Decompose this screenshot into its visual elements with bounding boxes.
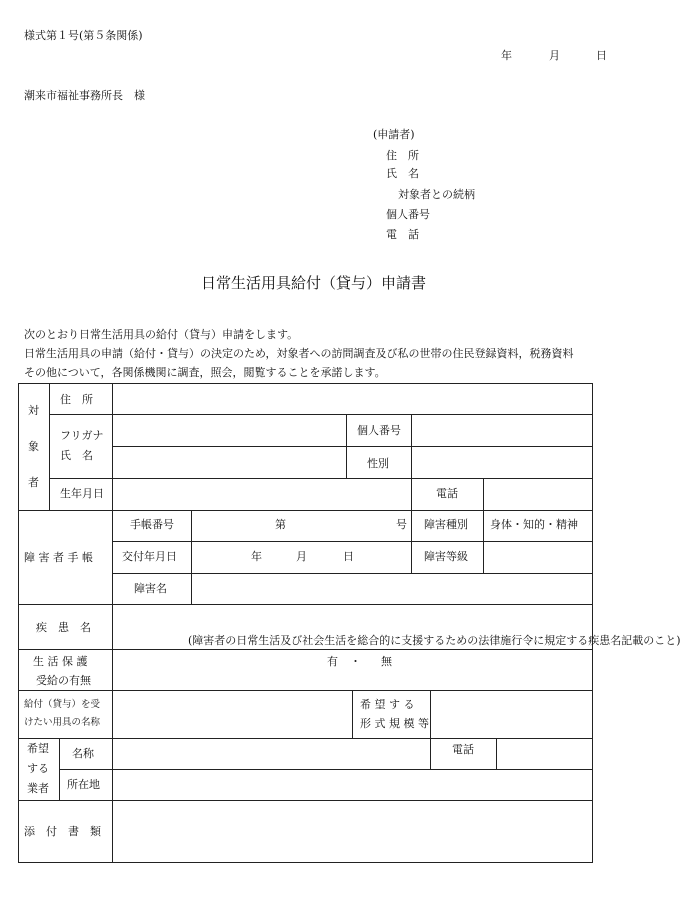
issue-year-label: 年 xyxy=(251,550,262,563)
handbook-number-label: 手帳番号 xyxy=(130,518,174,531)
date-day-label: 日 xyxy=(596,49,607,62)
handbook-number-prefix: 第 xyxy=(275,518,286,531)
subject-label-char-1: 対 xyxy=(28,404,39,417)
issue-day-label: 日 xyxy=(343,550,354,563)
intro-line-1: 次のとおり日常生活用具の給付（貸与）申請をします。 xyxy=(24,328,299,341)
welfare-no-option: 無 xyxy=(381,655,392,668)
attachments-label: 添 付 書 類 xyxy=(24,825,101,838)
format-label-line-2: 形 式 規 模 等 xyxy=(360,717,429,730)
vendor-location-label: 所在地 xyxy=(67,778,100,791)
vendor-name-label: 名称 xyxy=(72,747,94,760)
applicant-name-label: 氏 名 xyxy=(386,167,419,180)
subject-address-label: 住 所 xyxy=(60,393,93,406)
subject-id-number-label: 個人番号 xyxy=(357,424,401,437)
intro-line-3: その他について，各関係機関に調査，照会，閲覧することを承諾します。 xyxy=(24,366,386,379)
applicant-relation-label: 対象者との続柄 xyxy=(398,188,475,201)
subject-name-label: 氏 名 xyxy=(60,449,93,462)
vendor-label-line-2: する xyxy=(27,762,49,775)
disease-name-label: 疾 患 名 xyxy=(36,621,91,634)
subject-birthdate-label: 生年月日 xyxy=(60,487,104,500)
applicant-address-label: 住 所 xyxy=(386,149,419,162)
intro-line-2: 日常生活用具の申請（給付・貸与）の決定のため，対象者への訪問調査及び私の世帯の住民登録資料，税務資料 xyxy=(24,347,574,360)
welfare-label-line-1: 生 活 保 護 xyxy=(33,655,88,668)
format-label-line-1: 希 望 す る xyxy=(360,698,415,711)
applicant-phone-label: 電 話 xyxy=(386,228,419,241)
disability-type-value: 身体・知的・精神 xyxy=(490,518,578,531)
subject-label-char-3: 者 xyxy=(28,476,39,489)
welfare-separator: ・ xyxy=(350,655,361,668)
disability-grade-label: 障害等級 xyxy=(424,550,468,563)
vendor-label-line-3: 業者 xyxy=(27,782,49,795)
handbook-label: 障 害 者 手 帳 xyxy=(24,551,93,564)
welfare-label-line-2: 受給の有無 xyxy=(36,674,91,687)
applicant-id-label: 個人番号 xyxy=(386,208,430,221)
subject-phone-label: 電話 xyxy=(436,487,458,500)
welfare-yes-option: 有 xyxy=(327,655,338,668)
handbook-number-suffix: 号 xyxy=(396,518,407,531)
issue-date-label: 交付年月日 xyxy=(122,550,177,563)
form-number: 様式第１号(第５条関係) xyxy=(24,29,143,42)
subject-label-char-2: 象 xyxy=(28,440,39,453)
disability-name-label: 障害名 xyxy=(134,582,167,595)
applicant-heading: (申請者) xyxy=(373,128,415,141)
date-month-label: 月 xyxy=(549,49,560,62)
vendor-phone-label: 電話 xyxy=(452,743,474,756)
date-year-label: 年 xyxy=(501,49,512,62)
equipment-label-line-1: 給付（貸与）を受 xyxy=(24,699,101,710)
addressee: 潮来市福祉事務所長 様 xyxy=(24,89,145,102)
subject-furigana-label: フリガナ xyxy=(60,429,104,442)
page-title: 日常生活用具給付（貸与）申請書 xyxy=(201,274,427,292)
issue-month-label: 月 xyxy=(296,550,307,563)
disability-type-label: 障害種別 xyxy=(424,518,468,531)
disease-note: (障害者の日常生活及び社会生活を総合的に支援するための法律施行令に規定する疾患名記載のこと) xyxy=(188,634,681,647)
equipment-label-line-2: けたい用具の名称 xyxy=(24,717,101,728)
vendor-label-line-1: 希望 xyxy=(27,742,49,755)
subject-gender-label: 性別 xyxy=(367,457,389,470)
